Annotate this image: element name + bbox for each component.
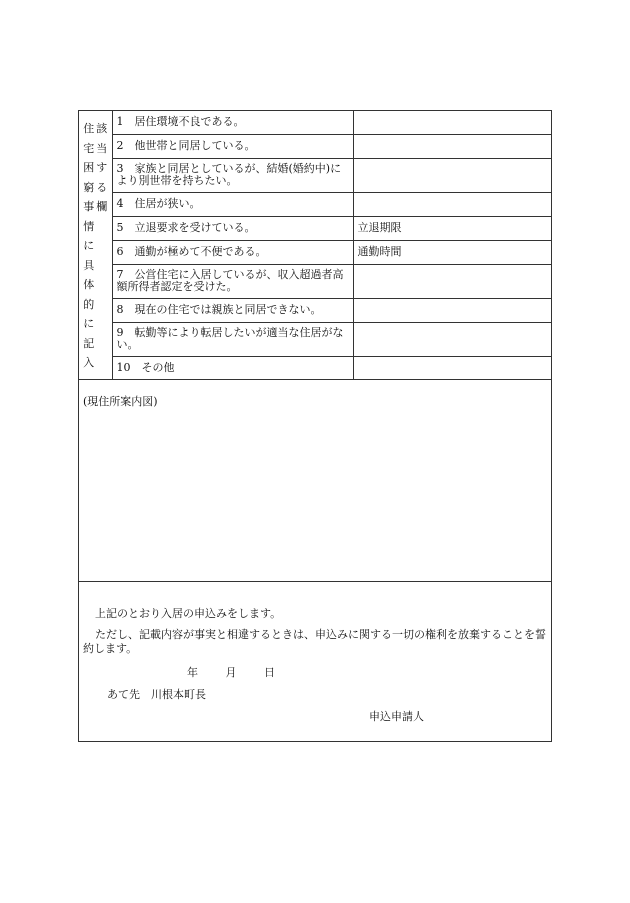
- eviction-deadline-field[interactable]: 立退期限: [353, 216, 551, 240]
- declaration-line-1: 上記のとおり入居の申込みをします。: [95, 607, 282, 620]
- hardship-item-note[interactable]: [353, 298, 551, 322]
- hardship-item-text: 7 公営住宅に入居しているが、収入超過者高額所得者認定を受けた。: [116, 268, 344, 293]
- side-label-char: 窮: [83, 180, 95, 194]
- side-label-char: 入: [83, 356, 95, 369]
- hardship-item-note[interactable]: [353, 134, 551, 158]
- side-label-char: 当: [96, 141, 108, 155]
- side-label-char: 事: [83, 200, 95, 213]
- side-label-char: に: [83, 239, 95, 252]
- hardship-item: [112, 192, 353, 216]
- hardship-item-text: 6 通勤が極めて不便である。: [116, 245, 267, 258]
- hardship-item: [112, 216, 353, 240]
- hardship-items-table: [79, 111, 551, 380]
- side-label-char: 情: [83, 219, 95, 233]
- date-day: 日: [264, 666, 275, 679]
- map-section-title: (現住所案内図): [83, 395, 158, 408]
- hardship-item-text: 9 転勤等により転居したいが適当な住居がない。: [116, 326, 344, 351]
- hardship-item-note[interactable]: [353, 264, 551, 298]
- hardship-item-text: 8 現在の住宅では親族と同居できない。: [116, 303, 322, 316]
- hardship-item: [112, 134, 353, 158]
- hardship-item: [112, 322, 353, 356]
- side-label-main-column: [83, 119, 94, 373]
- side-label-char: る: [96, 180, 108, 194]
- side-label-char: 記: [83, 336, 95, 350]
- hardship-item: [112, 240, 353, 264]
- declaration-line-2: ただし、記載内容が事実と相違するときは、申込みに関する一切の権利を放棄することを誓約します。: [83, 628, 546, 655]
- date-year: 年: [187, 666, 198, 679]
- hardship-item-note[interactable]: [353, 356, 551, 379]
- side-label-char: 困: [83, 161, 95, 174]
- addressee: あて先 川根本町長: [107, 688, 206, 701]
- hardship-item-text: 2 他世帯と同居している。: [116, 139, 256, 152]
- side-label-char: に: [83, 317, 95, 330]
- hardship-item: [112, 356, 353, 379]
- side-label-char: 体: [83, 278, 95, 291]
- hardship-item-text: 1 居住環境不良である。: [116, 115, 245, 129]
- side-label-right-column: [96, 119, 107, 217]
- hardship-item-text: 10 その他: [116, 360, 175, 374]
- hardship-side-label: [79, 111, 112, 379]
- hardship-item: [112, 111, 353, 134]
- hardship-item-text: 5 立退要求を受けている。: [116, 221, 256, 234]
- side-label-char: す: [96, 161, 108, 174]
- side-label-char: 該: [96, 122, 108, 135]
- hardship-item: [112, 158, 353, 192]
- side-label-char: 的: [83, 297, 95, 311]
- hardship-item-text: 4 住居が狭い。: [116, 197, 201, 210]
- hardship-item-note[interactable]: [353, 158, 551, 192]
- hardship-item: [112, 298, 353, 322]
- hardship-item: [112, 264, 353, 298]
- hardship-item-note[interactable]: [353, 111, 551, 134]
- hardship-item-text: 3 家族と同居としているが、結婚(婚約中)により別世帯を持ちたい。: [116, 162, 342, 187]
- commute-time-field[interactable]: 通勤時間: [353, 240, 551, 264]
- application-form-frame: [78, 110, 552, 742]
- side-label-char: 宅: [83, 141, 95, 155]
- hardship-item-note[interactable]: [353, 322, 551, 356]
- side-label-char: 具: [83, 258, 95, 272]
- date-line: [163, 664, 275, 680]
- current-address-map-area[interactable]: [79, 379, 551, 582]
- hardship-item-note[interactable]: [353, 192, 551, 216]
- applicant-label: 申込申請人: [369, 710, 424, 723]
- side-label-char: 欄: [96, 200, 108, 213]
- housing-hardship-section: [79, 111, 551, 380]
- side-label-char: 住: [83, 122, 95, 135]
- declaration-section: [79, 582, 551, 742]
- date-month: 月: [225, 666, 237, 679]
